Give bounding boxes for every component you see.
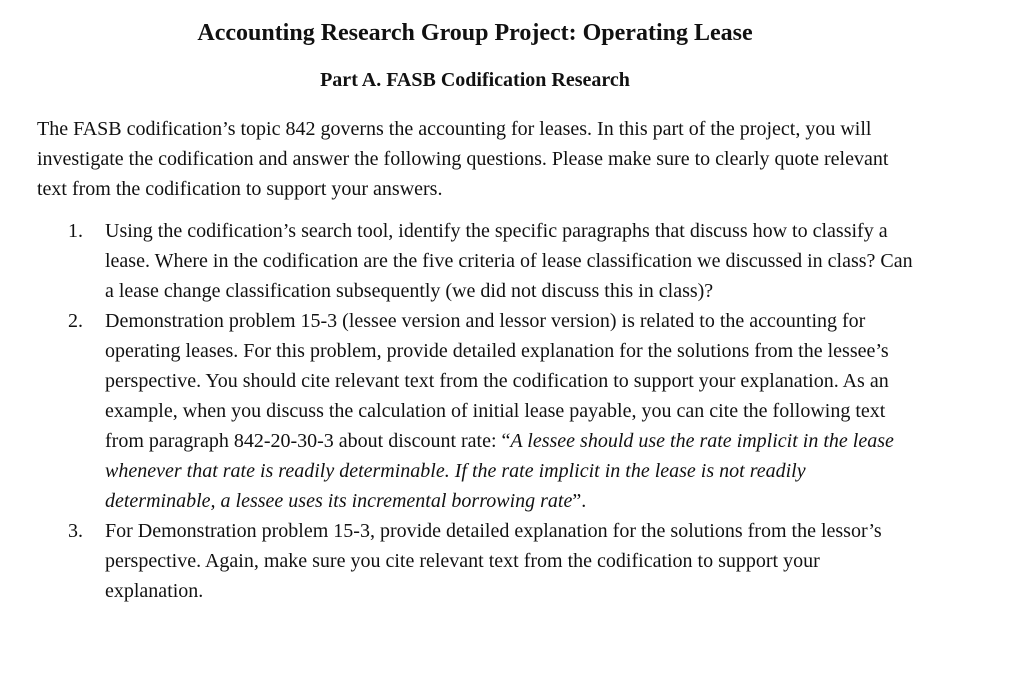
question-item-3: [0, 516, 920, 606]
question-text: Using the codification’s search tool, identify the specific paragraphs that discuss how to classify a lease. Where in the codification are the five criteria of lease classification we discussed in class? Can a lease change classification subsequently (we did not discuss this in class)?: [105, 220, 913, 302]
question-text: For Demonstration problem 15-3, provide detailed explanation for the solutions from the lessor’s perspective. Again, make sure you cite relevant text from the codification to support your explanation.: [105, 520, 882, 602]
question-number: 3.: [68, 520, 83, 542]
question-item-1: [0, 216, 920, 306]
question-number: 2.: [68, 310, 83, 332]
question-list: [0, 216, 1009, 606]
document-title: Accounting Research Group Project: Operating Lease: [197, 20, 753, 46]
codification-citation: A lessee should use the rate implicit in the lease whenever that rate is readily determinable. If the rate implicit in the lease is not readily determinable, a lessee uses its incremental borrowing rate: [105, 430, 894, 512]
citation-close: ”.: [572, 490, 587, 512]
question-item-2: [0, 306, 920, 516]
section-subtitle: Part A. FASB Codification Research: [320, 69, 630, 91]
intro-paragraph: The FASB codification’s topic 842 governs the accounting for leases. In this part of the project, you will investigate the codification and answer the following questions. Please make sure to clearly quote relevant text from the codification to support your answers.: [37, 118, 889, 200]
question-number: 1.: [68, 220, 83, 242]
question-text: Demonstration problem 15-3 (lessee version and lessor version) is related to the accounting for operating leases. For this problem, provide detailed explanation for the solutions from the lessee’s perspective. You should cite relevant text from the codification to support your explanation. As an example, when you discuss the calculation of initial lease payable, you can cite the following text from paragraph 842-20-30-3 about discount rate: “: [105, 310, 889, 452]
